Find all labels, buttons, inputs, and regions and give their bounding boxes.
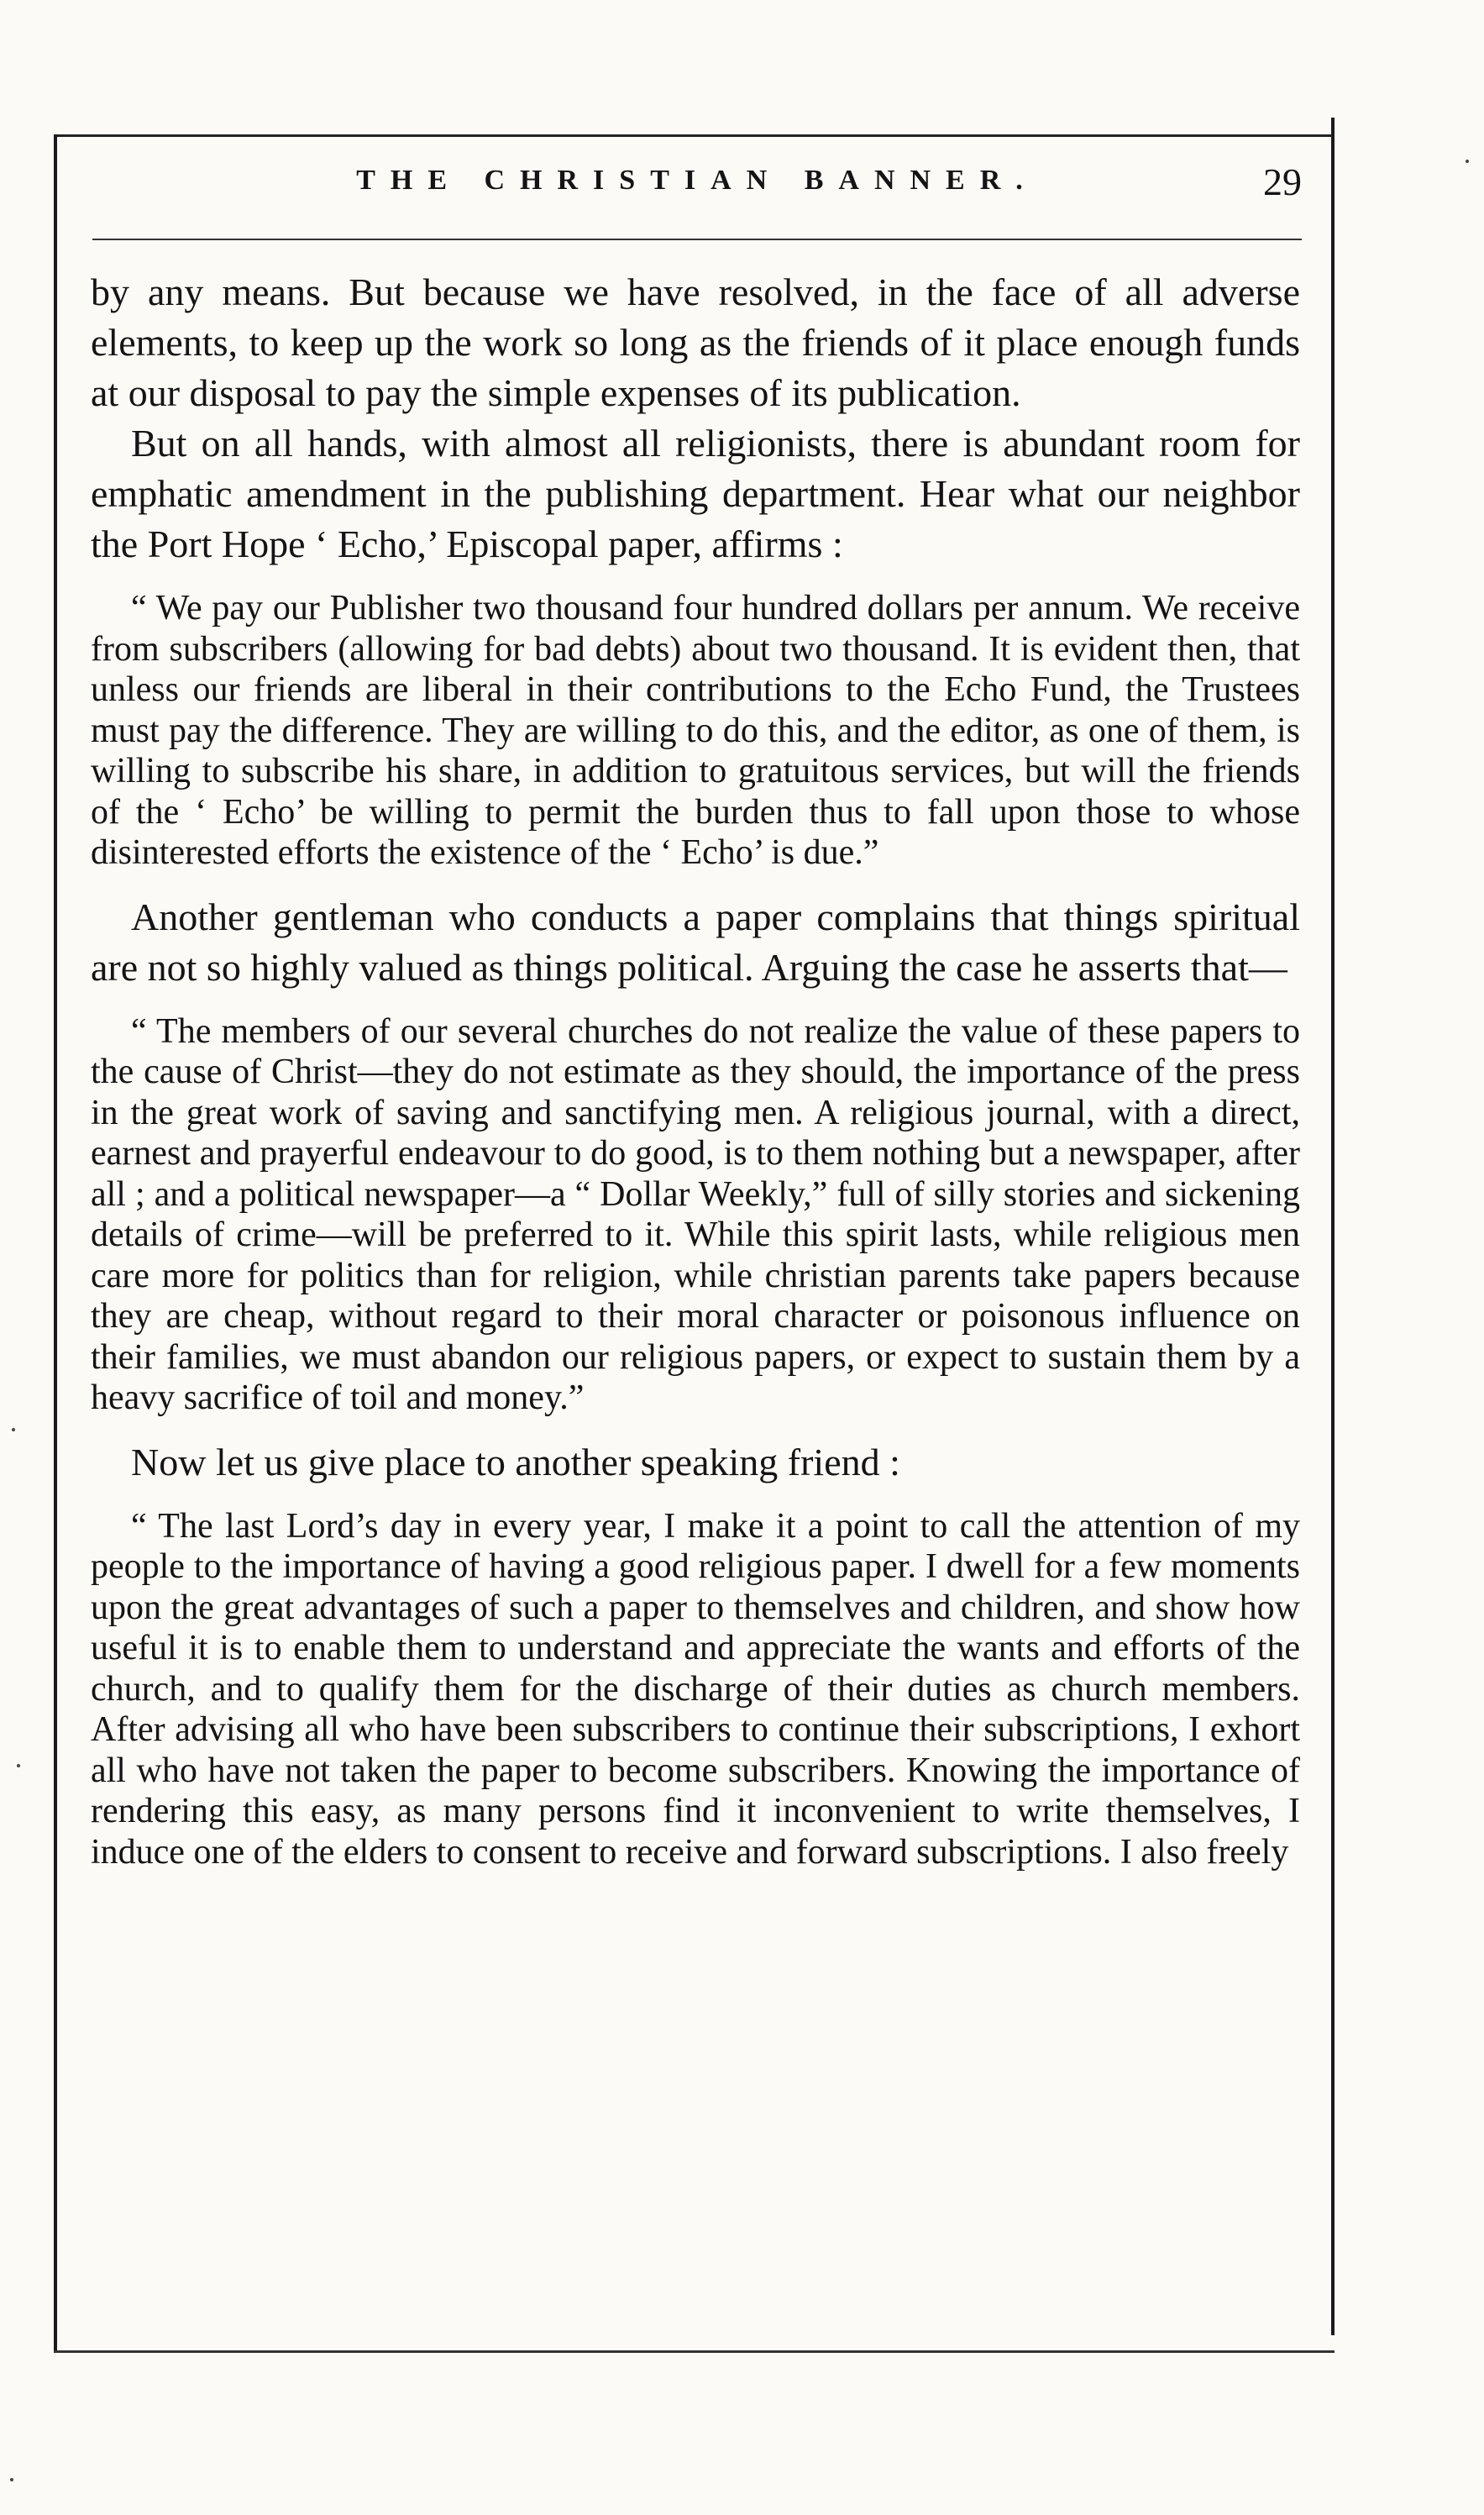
page-header <box>92 160 1302 218</box>
page-frame-left <box>54 134 57 2352</box>
article-body <box>91 267 1300 1891</box>
page-number: 29 <box>1263 160 1302 203</box>
margin-speck <box>10 2478 13 2481</box>
margin-speck <box>17 1764 20 1767</box>
paragraph-continuation: by any means. But because we have resolved, in the face of all adverse elements, to keep up the work so long as the friends of it place enough funds at our disposal to pay the simple expenses of its publication. <box>91 270 1300 414</box>
quote-echo: “ We pay our Publisher two thousand four hundred dollars per annum. We receive from subscribers (allowing for bad debts) about two thousand. It is evident then, that unless our friends are liberal in their contributions to the Echo Fund, the Trustees must pay the difference. They are willing to do this, and the editor, as one of them, is willing to subscribe his share, in addition to gratuitous services, but will the friends of the ‘ Echo’ be willing to permit the burden thus to fall upon those to whose disinterested efforts the existence of the ‘ Echo’ is due.” <box>91 589 1300 872</box>
margin-speck <box>12 1428 15 1431</box>
page-frame-right <box>1331 118 1335 2335</box>
margin-speck <box>1466 160 1469 163</box>
running-head: THE CHRISTIAN BANNER. <box>356 165 1038 196</box>
paragraph-speaking-friend: Now let us give place to another speaking friend : <box>131 1440 900 1483</box>
page-frame-bottom <box>54 2350 1335 2353</box>
paragraph-another-gentleman: Another gentleman who conducts a paper complains that things spiritual are not so highly valued as things political. Arguing the case he asserts that— <box>91 895 1300 989</box>
header-rule <box>92 239 1302 240</box>
page-frame-top <box>54 134 1335 137</box>
paragraph-publishing: But on all hands, with almost all religionists, there is abundant room for emphatic amendment in the publishing department. Hear what our neighbor the Port Hope ‘ Echo,’ Episcopal paper, affirms : <box>91 422 1300 565</box>
quote-lords-day: “ The last Lord’s day in every year, I make it a point to call the attention of my people to the importance of having a good religious paper. I dwell for a few moments upon the great advantages of such a paper to themselves and children, and show how useful it is to enable them to understand and appreciate the wants and efforts of the church, and to qualify them for the discharge of their duties as church members. After advising all who have been subscribers to continue their subscriptions, I exhort all who have not taken the paper to become subscribers. Knowing the importance of rendering this easy, as many persons find it inconvenient to write themselves, I induce one of the elders to consent to receive and forward subscriptions. I also freely <box>91 1506 1300 1872</box>
quote-churches: “ The members of our several churches do not realize the value of these papers to the cause of Christ—they do not estimate as they should, the importance of the press in the great work of saving and sanctifying men. A religious journal, with a direct, earnest and prayerful endeavour to do good, is to them nothing but a newspaper, after all ; and a political newspaper—a “ Dollar Weekly,” full of silly stories and sickening details of crime—will be preferred to it. While this spirit lasts, while religious men care more for politics than for religion, while christian parents take papers because they are cheap, without regard to their moral character or poisonous influence on their families, we must abandon our religious papers, or expect to sustain them by a heavy sacrifice of toil and money.” <box>91 1011 1300 1417</box>
